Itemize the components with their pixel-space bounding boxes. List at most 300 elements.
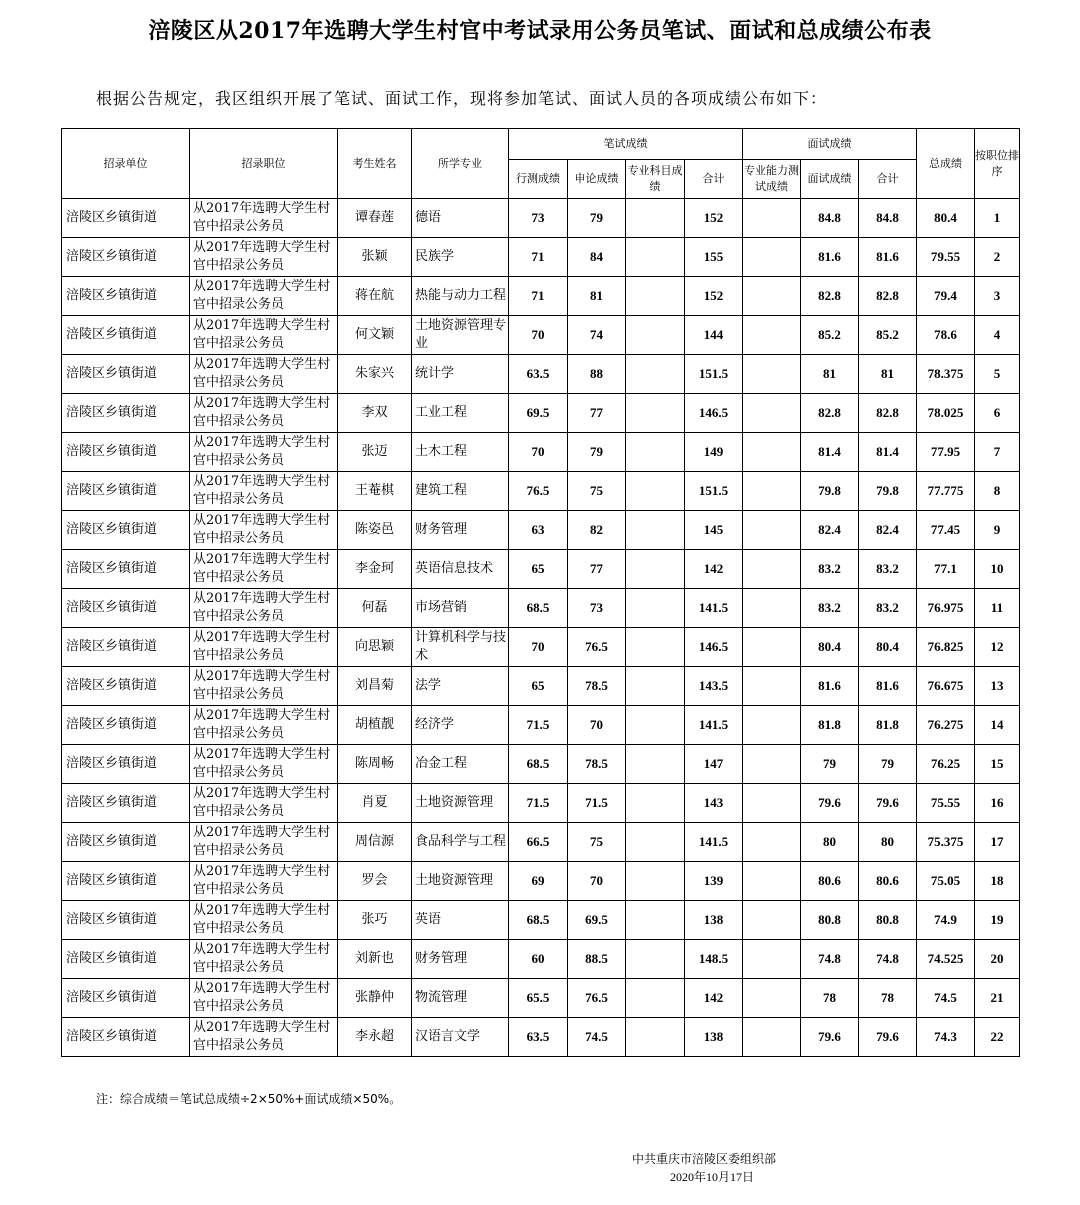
cell-xingce: 65.5 — [509, 979, 568, 1018]
cell-unit: 涪陵区乡镇街道 — [62, 238, 190, 277]
table-row — [62, 589, 1020, 628]
cell-interview-total: 79.6 — [859, 1018, 917, 1057]
cell-subject — [626, 979, 685, 1018]
cell-interview-total: 82.8 — [859, 394, 917, 433]
cell-xingce: 71.5 — [509, 706, 568, 745]
cell-position: 从2017年选聘大学生村官中招录公务员 — [190, 979, 338, 1018]
cell-shenlun: 76.5 — [568, 979, 626, 1018]
cell-interview: 79.8 — [801, 472, 859, 511]
cell-total: 76.275 — [917, 706, 975, 745]
cell-major: 土地资源管理 — [412, 862, 509, 901]
cell-major: 经济学 — [412, 706, 509, 745]
cell-xingce: 68.5 — [509, 589, 568, 628]
cell-shenlun: 78.5 — [568, 745, 626, 784]
table-row — [62, 277, 1020, 316]
cell-interview-total: 78 — [859, 979, 917, 1018]
cell-major: 财务管理 — [412, 511, 509, 550]
cell-total: 79.4 — [917, 277, 975, 316]
cell-ability — [743, 823, 801, 862]
cell-unit: 涪陵区乡镇街道 — [62, 277, 190, 316]
cell-interview-total: 79 — [859, 745, 917, 784]
cell-subject — [626, 511, 685, 550]
cell-xingce: 71 — [509, 277, 568, 316]
cell-xingce: 71 — [509, 238, 568, 277]
cell-position: 从2017年选聘大学生村官中招录公务员 — [190, 550, 338, 589]
cell-name: 张静仲 — [338, 979, 412, 1018]
cell-subject — [626, 862, 685, 901]
cell-written-total: 155 — [685, 238, 743, 277]
cell-shenlun: 73 — [568, 589, 626, 628]
cell-xingce: 66.5 — [509, 823, 568, 862]
table-row — [62, 472, 1020, 511]
score-table-body — [62, 199, 1020, 1057]
cell-major: 法学 — [412, 667, 509, 706]
cell-interview-total: 80.8 — [859, 901, 917, 940]
cell-ability — [743, 433, 801, 472]
table-row — [62, 433, 1020, 472]
cell-xingce: 76.5 — [509, 472, 568, 511]
cell-name: 何文颖 — [338, 316, 412, 355]
cell-subject — [626, 784, 685, 823]
cell-position: 从2017年选聘大学生村官中招录公务员 — [190, 316, 338, 355]
table-row — [62, 862, 1020, 901]
cell-subject — [626, 355, 685, 394]
cell-xingce: 69 — [509, 862, 568, 901]
cell-xingce: 70 — [509, 433, 568, 472]
cell-interview: 80.4 — [801, 628, 859, 667]
cell-ability — [743, 667, 801, 706]
cell-major: 英语 — [412, 901, 509, 940]
cell-interview-total: 79.8 — [859, 472, 917, 511]
cell-written-total: 144 — [685, 316, 743, 355]
cell-position: 从2017年选聘大学生村官中招录公务员 — [190, 667, 338, 706]
cell-written-total: 146.5 — [685, 394, 743, 433]
cell-unit: 涪陵区乡镇街道 — [62, 784, 190, 823]
cell-rank: 19 — [975, 901, 1020, 940]
cell-name: 张巧 — [338, 901, 412, 940]
cell-rank: 6 — [975, 394, 1020, 433]
cell-ability — [743, 901, 801, 940]
cell-unit: 涪陵区乡镇街道 — [62, 706, 190, 745]
cell-written-total: 141.5 — [685, 823, 743, 862]
cell-total: 74.525 — [917, 940, 975, 979]
cell-interview-total: 83.2 — [859, 550, 917, 589]
header-subject: 专业科目成绩 — [626, 160, 685, 199]
cell-name: 何磊 — [338, 589, 412, 628]
cell-position: 从2017年选聘大学生村官中招录公务员 — [190, 433, 338, 472]
cell-shenlun: 79 — [568, 433, 626, 472]
table-row — [62, 745, 1020, 784]
table-row — [62, 1018, 1020, 1057]
cell-position: 从2017年选聘大学生村官中招录公务员 — [190, 277, 338, 316]
cell-interview-total: 81.6 — [859, 667, 917, 706]
cell-unit: 涪陵区乡镇街道 — [62, 472, 190, 511]
cell-unit: 涪陵区乡镇街道 — [62, 433, 190, 472]
cell-xingce: 63 — [509, 511, 568, 550]
table-row — [62, 979, 1020, 1018]
cell-interview: 85.2 — [801, 316, 859, 355]
cell-subject — [626, 199, 685, 238]
cell-rank: 13 — [975, 667, 1020, 706]
cell-xingce: 71.5 — [509, 784, 568, 823]
cell-interview: 80.6 — [801, 862, 859, 901]
cell-name: 周信源 — [338, 823, 412, 862]
cell-xingce: 68.5 — [509, 745, 568, 784]
cell-rank: 10 — [975, 550, 1020, 589]
cell-ability — [743, 940, 801, 979]
cell-subject — [626, 238, 685, 277]
cell-rank: 9 — [975, 511, 1020, 550]
header-rank: 按职位排序 — [975, 129, 1020, 199]
cell-subject — [626, 940, 685, 979]
cell-rank: 16 — [975, 784, 1020, 823]
header-shenlun: 申论成绩 — [568, 160, 626, 199]
cell-name: 刘昌菊 — [338, 667, 412, 706]
header-interview-group: 面试成绩 — [743, 129, 917, 160]
cell-ability — [743, 238, 801, 277]
cell-rank: 11 — [975, 589, 1020, 628]
cell-written-total: 151.5 — [685, 355, 743, 394]
cell-name: 蒋在航 — [338, 277, 412, 316]
cell-rank: 5 — [975, 355, 1020, 394]
cell-rank: 17 — [975, 823, 1020, 862]
cell-name: 向思颖 — [338, 628, 412, 667]
cell-rank: 1 — [975, 199, 1020, 238]
cell-shenlun: 69.5 — [568, 901, 626, 940]
cell-ability — [743, 394, 801, 433]
cell-total: 74.9 — [917, 901, 975, 940]
cell-name: 胡植靓 — [338, 706, 412, 745]
cell-unit: 涪陵区乡镇街道 — [62, 745, 190, 784]
cell-ability — [743, 706, 801, 745]
cell-interview: 81.4 — [801, 433, 859, 472]
cell-position: 从2017年选聘大学生村官中招录公务员 — [190, 199, 338, 238]
cell-ability — [743, 784, 801, 823]
cell-shenlun: 77 — [568, 550, 626, 589]
cell-subject — [626, 667, 685, 706]
cell-xingce: 68.5 — [509, 901, 568, 940]
cell-interview: 81.8 — [801, 706, 859, 745]
cell-interview: 79.6 — [801, 1018, 859, 1057]
cell-interview-total: 81.6 — [859, 238, 917, 277]
cell-written-total: 142 — [685, 979, 743, 1018]
cell-interview-total: 80.6 — [859, 862, 917, 901]
cell-written-total: 152 — [685, 199, 743, 238]
cell-total: 76.25 — [917, 745, 975, 784]
cell-total: 76.825 — [917, 628, 975, 667]
cell-rank: 15 — [975, 745, 1020, 784]
cell-ability — [743, 199, 801, 238]
cell-xingce: 65 — [509, 550, 568, 589]
cell-total: 77.775 — [917, 472, 975, 511]
table-row — [62, 940, 1020, 979]
cell-ability — [743, 589, 801, 628]
cell-major: 民族学 — [412, 238, 509, 277]
header-written-total: 合计 — [685, 160, 743, 199]
cell-interview-total: 85.2 — [859, 316, 917, 355]
cell-major: 食品科学与工程 — [412, 823, 509, 862]
cell-written-total: 148.5 — [685, 940, 743, 979]
cell-interview: 74.8 — [801, 940, 859, 979]
table-row — [62, 355, 1020, 394]
cell-total: 77.95 — [917, 433, 975, 472]
cell-shenlun: 77 — [568, 394, 626, 433]
cell-interview: 79.6 — [801, 784, 859, 823]
cell-unit: 涪陵区乡镇街道 — [62, 394, 190, 433]
cell-name: 李金珂 — [338, 550, 412, 589]
cell-ability — [743, 550, 801, 589]
table-row — [62, 667, 1020, 706]
cell-total: 78.025 — [917, 394, 975, 433]
table-row — [62, 823, 1020, 862]
cell-interview-total: 81.4 — [859, 433, 917, 472]
cell-major: 土地资源管理专业 — [412, 316, 509, 355]
cell-total: 75.55 — [917, 784, 975, 823]
cell-shenlun: 71.5 — [568, 784, 626, 823]
cell-ability — [743, 979, 801, 1018]
cell-interview-total: 80.4 — [859, 628, 917, 667]
cell-ability — [743, 472, 801, 511]
cell-written-total: 149 — [685, 433, 743, 472]
cell-name: 谭春莲 — [338, 199, 412, 238]
intro-text: 根据公告规定，我区组织开展了笔试、面试工作，现将参加笔试、面试人员的各项成绩公布如下： — [96, 89, 828, 108]
cell-major: 统计学 — [412, 355, 509, 394]
cell-interview: 82.8 — [801, 394, 859, 433]
cell-ability — [743, 1018, 801, 1057]
cell-name: 李永超 — [338, 1018, 412, 1057]
cell-interview-total: 80 — [859, 823, 917, 862]
cell-unit: 涪陵区乡镇街道 — [62, 511, 190, 550]
cell-xingce: 73 — [509, 199, 568, 238]
header-position: 招录职位 — [190, 129, 338, 199]
cell-position: 从2017年选聘大学生村官中招录公务员 — [190, 862, 338, 901]
cell-interview: 80.8 — [801, 901, 859, 940]
cell-written-total: 151.5 — [685, 472, 743, 511]
cell-interview: 81.6 — [801, 667, 859, 706]
cell-interview-total: 79.6 — [859, 784, 917, 823]
cell-subject — [626, 550, 685, 589]
table-row — [62, 628, 1020, 667]
cell-rank: 12 — [975, 628, 1020, 667]
cell-subject — [626, 433, 685, 472]
cell-interview: 82.8 — [801, 277, 859, 316]
cell-written-total: 138 — [685, 1018, 743, 1057]
cell-rank: 18 — [975, 862, 1020, 901]
cell-interview-total: 81.8 — [859, 706, 917, 745]
cell-position: 从2017年选聘大学生村官中招录公务员 — [190, 589, 338, 628]
header-unit: 招录单位 — [62, 129, 190, 199]
cell-unit: 涪陵区乡镇街道 — [62, 628, 190, 667]
table-row — [62, 199, 1020, 238]
cell-major: 财务管理 — [412, 940, 509, 979]
cell-major: 物流管理 — [412, 979, 509, 1018]
cell-name: 刘新也 — [338, 940, 412, 979]
cell-written-total: 139 — [685, 862, 743, 901]
header-major: 所学专业 — [412, 129, 509, 199]
cell-shenlun: 88.5 — [568, 940, 626, 979]
table-row — [62, 511, 1020, 550]
cell-major: 市场营销 — [412, 589, 509, 628]
cell-position: 从2017年选聘大学生村官中招录公务员 — [190, 511, 338, 550]
cell-shenlun: 88 — [568, 355, 626, 394]
header-written-group: 笔试成绩 — [509, 129, 743, 160]
table-row — [62, 316, 1020, 355]
cell-position: 从2017年选聘大学生村官中招录公务员 — [190, 706, 338, 745]
cell-unit: 涪陵区乡镇街道 — [62, 901, 190, 940]
cell-ability — [743, 277, 801, 316]
cell-interview: 81.6 — [801, 238, 859, 277]
cell-written-total: 146.5 — [685, 628, 743, 667]
cell-interview-total: 74.8 — [859, 940, 917, 979]
cell-interview-total: 83.2 — [859, 589, 917, 628]
cell-rank: 2 — [975, 238, 1020, 277]
cell-interview-total: 84.8 — [859, 199, 917, 238]
header-name: 考生姓名 — [338, 129, 412, 199]
cell-interview-total: 81 — [859, 355, 917, 394]
score-table — [61, 128, 1020, 1057]
cell-name: 李双 — [338, 394, 412, 433]
cell-unit: 涪陵区乡镇街道 — [62, 823, 190, 862]
table-row — [62, 394, 1020, 433]
cell-ability — [743, 355, 801, 394]
cell-position: 从2017年选聘大学生村官中招录公务员 — [190, 823, 338, 862]
header-interview: 面试成绩 — [801, 160, 859, 199]
cell-shenlun: 74.5 — [568, 1018, 626, 1057]
cell-total: 75.375 — [917, 823, 975, 862]
cell-unit: 涪陵区乡镇街道 — [62, 979, 190, 1018]
cell-name: 朱家兴 — [338, 355, 412, 394]
cell-shenlun: 78.5 — [568, 667, 626, 706]
cell-subject — [626, 472, 685, 511]
cell-rank: 20 — [975, 940, 1020, 979]
cell-rank: 3 — [975, 277, 1020, 316]
cell-interview: 78 — [801, 979, 859, 1018]
cell-ability — [743, 862, 801, 901]
cell-shenlun: 75 — [568, 823, 626, 862]
cell-position: 从2017年选聘大学生村官中招录公务员 — [190, 1018, 338, 1057]
cell-subject — [626, 706, 685, 745]
cell-major: 工业工程 — [412, 394, 509, 433]
cell-subject — [626, 316, 685, 355]
cell-written-total: 152 — [685, 277, 743, 316]
cell-total: 77.1 — [917, 550, 975, 589]
cell-subject — [626, 628, 685, 667]
cell-interview-total: 82.4 — [859, 511, 917, 550]
cell-subject — [626, 394, 685, 433]
cell-rank: 14 — [975, 706, 1020, 745]
table-row — [62, 901, 1020, 940]
cell-total: 76.675 — [917, 667, 975, 706]
cell-written-total: 141.5 — [685, 706, 743, 745]
cell-written-total: 138 — [685, 901, 743, 940]
cell-shenlun: 70 — [568, 706, 626, 745]
cell-unit: 涪陵区乡镇街道 — [62, 199, 190, 238]
cell-xingce: 60 — [509, 940, 568, 979]
cell-written-total: 141.5 — [685, 589, 743, 628]
cell-name: 张颖 — [338, 238, 412, 277]
cell-total: 76.975 — [917, 589, 975, 628]
cell-total: 80.4 — [917, 199, 975, 238]
cell-total: 78.6 — [917, 316, 975, 355]
cell-interview: 84.8 — [801, 199, 859, 238]
cell-position: 从2017年选聘大学生村官中招录公务员 — [190, 472, 338, 511]
cell-total: 74.5 — [917, 979, 975, 1018]
cell-major: 汉语言文学 — [412, 1018, 509, 1057]
header-interview-total: 合计 — [859, 160, 917, 199]
cell-written-total: 147 — [685, 745, 743, 784]
cell-major: 土木工程 — [412, 433, 509, 472]
cell-subject — [626, 901, 685, 940]
cell-shenlun: 70 — [568, 862, 626, 901]
cell-major: 英语信息技术 — [412, 550, 509, 589]
cell-written-total: 143.5 — [685, 667, 743, 706]
cell-name: 肖夏 — [338, 784, 412, 823]
cell-subject — [626, 277, 685, 316]
cell-rank: 7 — [975, 433, 1020, 472]
cell-unit: 涪陵区乡镇街道 — [62, 940, 190, 979]
cell-shenlun: 82 — [568, 511, 626, 550]
cell-unit: 涪陵区乡镇街道 — [62, 316, 190, 355]
footnote: 注：综合成绩＝笔试总成绩÷2×50%+面试成绩×50%。 — [96, 1092, 402, 1106]
cell-rank: 21 — [975, 979, 1020, 1018]
cell-interview-total: 82.8 — [859, 277, 917, 316]
table-row — [62, 550, 1020, 589]
cell-name: 王菴棋 — [338, 472, 412, 511]
issue-date: 2020年10月17日 — [670, 1170, 755, 1184]
cell-xingce: 70 — [509, 628, 568, 667]
cell-total: 75.05 — [917, 862, 975, 901]
cell-position: 从2017年选聘大学生村官中招录公务员 — [190, 394, 338, 433]
cell-unit: 涪陵区乡镇街道 — [62, 862, 190, 901]
cell-major: 建筑工程 — [412, 472, 509, 511]
cell-interview: 79 — [801, 745, 859, 784]
cell-major: 土地资源管理 — [412, 784, 509, 823]
cell-interview: 82.4 — [801, 511, 859, 550]
issuer: 中共重庆市涪陵区委组织部 — [632, 1152, 777, 1166]
cell-xingce: 63.5 — [509, 355, 568, 394]
cell-name: 罗会 — [338, 862, 412, 901]
cell-major: 德语 — [412, 199, 509, 238]
cell-ability — [743, 628, 801, 667]
cell-unit: 涪陵区乡镇街道 — [62, 589, 190, 628]
cell-ability — [743, 745, 801, 784]
cell-total: 78.375 — [917, 355, 975, 394]
cell-rank: 8 — [975, 472, 1020, 511]
cell-position: 从2017年选聘大学生村官中招录公务员 — [190, 355, 338, 394]
cell-xingce: 63.5 — [509, 1018, 568, 1057]
cell-rank: 22 — [975, 1018, 1020, 1057]
cell-position: 从2017年选聘大学生村官中招录公务员 — [190, 628, 338, 667]
cell-interview: 81 — [801, 355, 859, 394]
header-ability: 专业能力测试成绩 — [743, 160, 801, 199]
cell-shenlun: 79 — [568, 199, 626, 238]
cell-position: 从2017年选聘大学生村官中招录公务员 — [190, 901, 338, 940]
cell-interview: 80 — [801, 823, 859, 862]
cell-major: 热能与动力工程 — [412, 277, 509, 316]
cell-interview: 83.2 — [801, 550, 859, 589]
cell-unit: 涪陵区乡镇街道 — [62, 1018, 190, 1057]
cell-unit: 涪陵区乡镇街道 — [62, 667, 190, 706]
header-xingce: 行测成绩 — [509, 160, 568, 199]
cell-ability — [743, 511, 801, 550]
cell-shenlun: 84 — [568, 238, 626, 277]
cell-position: 从2017年选聘大学生村官中招录公务员 — [190, 940, 338, 979]
cell-total: 74.3 — [917, 1018, 975, 1057]
cell-subject — [626, 1018, 685, 1057]
table-row — [62, 238, 1020, 277]
cell-position: 从2017年选聘大学生村官中招录公务员 — [190, 238, 338, 277]
cell-major: 冶金工程 — [412, 745, 509, 784]
